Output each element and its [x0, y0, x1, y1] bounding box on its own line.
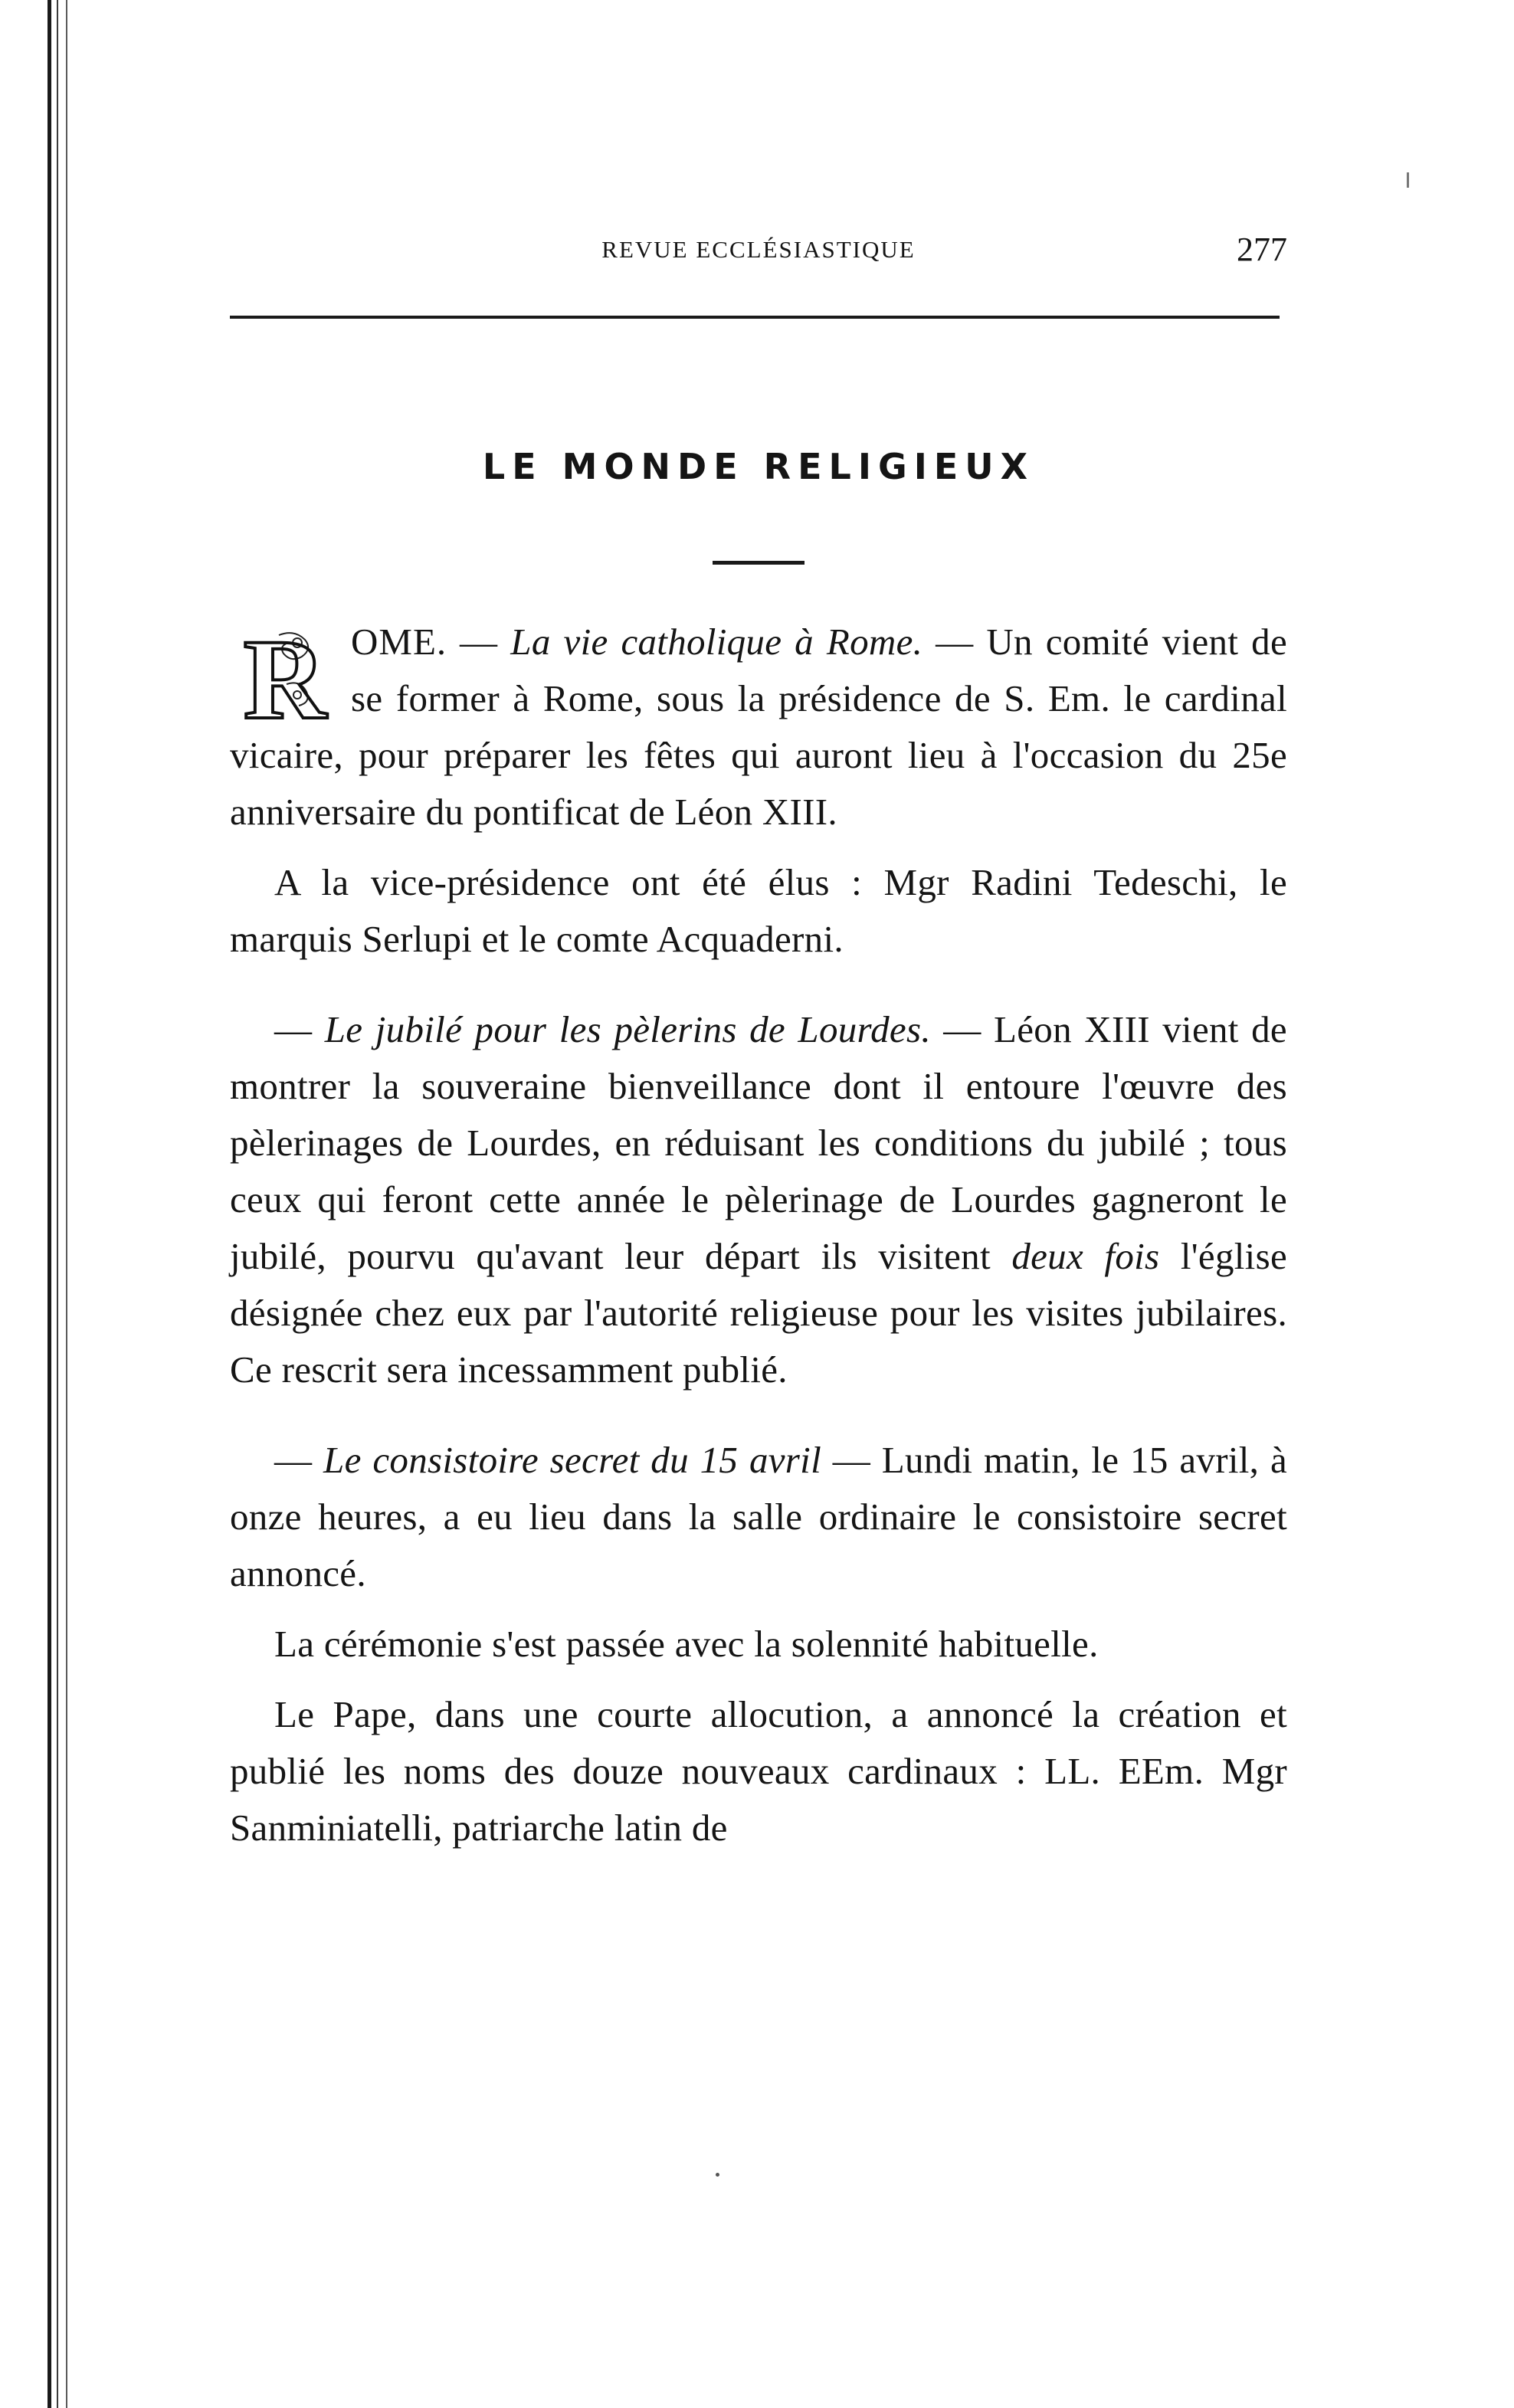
title-rule — [713, 561, 805, 565]
binding-edge-line — [48, 0, 51, 2408]
svg-text:R: R — [243, 620, 327, 726]
scan-speck — [716, 2173, 719, 2177]
paragraph-text: — Léon XIII vient de montrer la souveraine bienveillance dont il entoure l'œuvre des pèlerinages de Lourdes, en réduisant les conditions du jubilé ; tous ceux qui feront cette année le pèlerinage de Lourdes gagneront le jubilé, pourvu qu'avant leur départ ils visitent — [230, 1008, 1287, 1277]
dash: — — [274, 1439, 324, 1481]
paragraph-ceremonie: La cérémonie s'est passée avec la solennité habituelle. — [274, 1623, 1099, 1665]
paragraph-text: — Un comité vient de se former à Rome, sous la présidence de S. Em. le cardinal vicaire, pour préparer les fêtes qui auront lieu à l'occasion du 25e anniversaire du pontificat de Léon XIII. — [230, 621, 1288, 833]
article-body — [230, 614, 1287, 1856]
paragraph-vice-presidence: A la vice-présidence ont été élus : Mgr Radini Tedeschi, le marquis Serlupi et le comte Acquaderni. — [230, 861, 1287, 960]
running-head — [230, 230, 1287, 276]
dash: — — [274, 1008, 325, 1050]
binding-edge-line — [57, 0, 58, 2408]
page-number: 277 — [1237, 231, 1287, 268]
paragraph-jubile — [230, 1001, 1287, 1398]
dash: — — [447, 621, 511, 663]
margin-mark — [1407, 172, 1409, 188]
binding-edge-line — [66, 0, 67, 2408]
paragraph-text: — Lundi matin, le 15 avril, à onze heures, a eu lieu dans la salle ordinaire le consistoire secret annoncé. — [230, 1439, 1287, 1594]
section-title: LE MONDE RELIGIEUX — [482, 446, 1035, 487]
paragraph-consistoire — [230, 1432, 1287, 1602]
paragraph-text: l'église désignée chez eux par l'autorité religieuse pour les visites jubilaires. Ce rescrit sera incessamment publié. — [230, 1235, 1287, 1391]
rubric-italic: La vie catholique à Rome. — [510, 621, 923, 663]
rubric-italic: Le jubilé pour les pèlerins de Lourdes. — [324, 1008, 931, 1050]
first-word: OME. — [351, 621, 447, 663]
paragraph-pape: Le Pape, dans une courte allocution, a annoncé la création et publié les noms des douze nouveaux cardinaux : LL. EEm. Mgr Sanminiatelli, patriarche latin de — [230, 1693, 1287, 1849]
paragraph-rome — [230, 614, 1287, 840]
rubric-italic: Le consistoire secret du 15 avril — [323, 1439, 821, 1481]
page — [230, 230, 1287, 1856]
ornamental-drop-cap-r — [233, 620, 337, 726]
header-rule — [230, 316, 1280, 319]
running-title: REVUE ECCLÉSIASTIQUE — [601, 236, 916, 263]
emphasis-italic: deux fois — [1011, 1235, 1160, 1277]
